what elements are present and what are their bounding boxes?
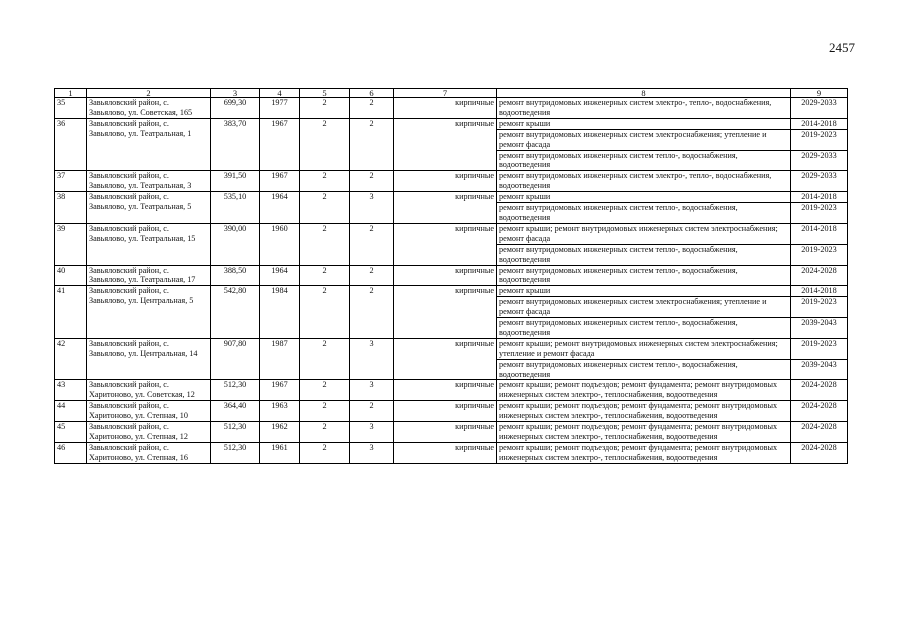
works-cell: ремонт крыши; ремонт подъездов; ремонт фундамента; ремонт внутридомовых инженерных систем электро-, теплоснабжения, водоотведения xyxy=(497,401,791,422)
record-number: 36 xyxy=(55,118,87,171)
year-cell: 1967 xyxy=(260,380,300,401)
column-header: 6 xyxy=(350,89,394,98)
period-cell: 2019-2023 xyxy=(791,338,848,359)
table-row xyxy=(55,380,848,401)
year-cell: 1987 xyxy=(260,338,300,380)
column-header: 1 xyxy=(55,89,87,98)
year-cell: 1984 xyxy=(260,286,300,339)
column-6-cell: 3 xyxy=(350,442,394,463)
address-cell: Завьяловский район, с. Завьялово, ул. Театральная, 1 xyxy=(87,118,211,171)
column-header: 4 xyxy=(260,89,300,98)
works-cell: ремонт внутридомовых инженерных систем тепло-, водоснабжения, водоотведения xyxy=(497,203,791,224)
works-cell: ремонт крыши xyxy=(497,192,791,203)
address-cell: Завьяловский район, с. Харитоново, ул. Степная, 10 xyxy=(87,401,211,422)
works-cell: ремонт внутридомовых инженерных систем тепло-, водоснабжения, водоотведения xyxy=(497,150,791,171)
record-number: 37 xyxy=(55,171,87,192)
year-cell: 1977 xyxy=(260,98,300,119)
works-cell: ремонт крыши xyxy=(497,286,791,297)
works-cell: ремонт внутридомовых инженерных систем тепло-, водоснабжения, водоотведения xyxy=(497,244,791,265)
column-5-cell: 2 xyxy=(300,192,350,224)
area-cell: 512,30 xyxy=(211,422,260,443)
year-cell: 1964 xyxy=(260,265,300,286)
column-6-cell: 2 xyxy=(350,265,394,286)
column-5-cell: 2 xyxy=(300,265,350,286)
period-cell: 2014-2018 xyxy=(791,223,848,244)
table-row xyxy=(55,286,848,297)
material-cell: кирпичные xyxy=(394,401,497,422)
period-cell: 2024-2028 xyxy=(791,442,848,463)
period-cell: 2024-2028 xyxy=(791,401,848,422)
area-cell: 535,10 xyxy=(211,192,260,224)
year-cell: 1962 xyxy=(260,422,300,443)
column-6-cell: 2 xyxy=(350,223,394,265)
works-cell: ремонт внутридомовых инженерных систем тепло-, водоснабжения, водоотведения xyxy=(497,359,791,380)
address-cell: Завьяловский район, с. Завьялово, ул. Театральная, 3 xyxy=(87,171,211,192)
address-cell: Завьяловский район, с. Завьялово, ул. Советская, 165 xyxy=(87,98,211,119)
area-cell: 383,70 xyxy=(211,118,260,171)
address-cell: Завьяловский район, с. Завьялово, ул. Театральная, 5 xyxy=(87,192,211,224)
material-cell: кирпичные xyxy=(394,98,497,119)
area-cell: 542,80 xyxy=(211,286,260,339)
material-cell: кирпичные xyxy=(394,171,497,192)
column-header: 8 xyxy=(497,89,791,98)
table-row xyxy=(55,171,848,192)
address-cell: Завьяловский район, с. Завьялово, ул. Театральная, 17 xyxy=(87,265,211,286)
works-cell: ремонт внутридомовых инженерных систем тепло-, водоснабжения, водоотведения xyxy=(497,318,791,339)
works-cell: ремонт крыши; ремонт подъездов; ремонт фундамента; ремонт внутридомовых инженерных систем электро-, теплоснабжения, водоотведения xyxy=(497,380,791,401)
record-number: 43 xyxy=(55,380,87,401)
material-cell: кирпичные xyxy=(394,422,497,443)
year-cell: 1961 xyxy=(260,442,300,463)
works-cell: ремонт крыши; ремонт внутридомовых инженерных систем электроснабжения; утепление и ремонт фасада xyxy=(497,338,791,359)
table-row xyxy=(55,98,848,119)
period-cell: 2014-2018 xyxy=(791,118,848,129)
period-cell: 2014-2018 xyxy=(791,286,848,297)
period-cell: 2024-2028 xyxy=(791,265,848,286)
table-row xyxy=(55,338,848,359)
works-cell: ремонт крыши; ремонт подъездов; ремонт фундамента; ремонт внутридомовых инженерных систем электро-, теплоснабжения, водоотведения xyxy=(497,422,791,443)
column-5-cell: 2 xyxy=(300,401,350,422)
period-cell: 2039-2043 xyxy=(791,318,848,339)
column-header: 9 xyxy=(791,89,848,98)
works-cell: ремонт крыши; ремонт подъездов; ремонт фундамента; ремонт внутридомовых инженерных систем электро-, теплоснабжения, водоотведения xyxy=(497,442,791,463)
record-number: 44 xyxy=(55,401,87,422)
year-cell: 1963 xyxy=(260,401,300,422)
works-cell: ремонт внутридомовых инженерных систем электро-, тепло-, водоснабжения, водоотведения xyxy=(497,171,791,192)
works-cell: ремонт внутридомовых инженерных систем электроснабжения; утепление и ремонт фасада xyxy=(497,297,791,318)
address-cell: Завьяловский район, с. Завьялово, ул. Центральная, 14 xyxy=(87,338,211,380)
table-row xyxy=(55,118,848,129)
works-cell: ремонт крыши xyxy=(497,118,791,129)
table-body xyxy=(55,89,848,464)
column-6-cell: 3 xyxy=(350,380,394,401)
works-cell: ремонт внутридомовых инженерных систем электро-, тепло-, водоснабжения, водоотведения xyxy=(497,98,791,119)
period-cell: 2019-2023 xyxy=(791,297,848,318)
works-cell: ремонт внутридомовых инженерных систем электроснабжения; утепление и ремонт фасада xyxy=(497,129,791,150)
table-row xyxy=(55,223,848,244)
material-cell: кирпичные xyxy=(394,192,497,224)
column-5-cell: 2 xyxy=(300,118,350,171)
column-6-cell: 3 xyxy=(350,192,394,224)
page-number: 2457 xyxy=(829,40,855,55)
period-cell: 2029-2033 xyxy=(791,150,848,171)
column-5-cell: 2 xyxy=(300,442,350,463)
period-cell: 2024-2028 xyxy=(791,380,848,401)
column-header: 5 xyxy=(300,89,350,98)
year-cell: 1960 xyxy=(260,223,300,265)
table-row xyxy=(55,422,848,443)
column-header: 3 xyxy=(211,89,260,98)
housing-repair-table xyxy=(54,88,848,464)
area-cell: 364,40 xyxy=(211,401,260,422)
table-row xyxy=(55,401,848,422)
works-cell: ремонт крыши; ремонт внутридомовых инженерных систем электроснабжения; ремонт фасада xyxy=(497,223,791,244)
year-cell: 1967 xyxy=(260,171,300,192)
column-6-cell: 3 xyxy=(350,338,394,380)
material-cell: кирпичные xyxy=(394,118,497,171)
column-6-cell: 2 xyxy=(350,286,394,339)
period-cell: 2019-2023 xyxy=(791,129,848,150)
material-cell: кирпичные xyxy=(394,286,497,339)
area-cell: 907,80 xyxy=(211,338,260,380)
address-cell: Завьяловский район, с. Харитоново, ул. Советская, 12 xyxy=(87,380,211,401)
period-cell: 2019-2023 xyxy=(791,203,848,224)
column-6-cell: 3 xyxy=(350,422,394,443)
column-6-cell: 2 xyxy=(350,171,394,192)
address-cell: Завьяловский район, с. Харитоново, ул. Степная, 16 xyxy=(87,442,211,463)
period-cell: 2019-2023 xyxy=(791,244,848,265)
column-5-cell: 2 xyxy=(300,286,350,339)
works-cell: ремонт внутридомовых инженерных систем тепло-, водоснабжения, водоотведения xyxy=(497,265,791,286)
column-5-cell: 2 xyxy=(300,171,350,192)
period-cell: 2024-2028 xyxy=(791,422,848,443)
record-number: 46 xyxy=(55,442,87,463)
column-6-cell: 2 xyxy=(350,98,394,119)
column-5-cell: 2 xyxy=(300,98,350,119)
column-5-cell: 2 xyxy=(300,380,350,401)
column-5-cell: 2 xyxy=(300,223,350,265)
area-cell: 699,30 xyxy=(211,98,260,119)
column-header: 2 xyxy=(87,89,211,98)
address-cell: Завьяловский район, с. Завьялово, ул. Центральная, 5 xyxy=(87,286,211,339)
year-cell: 1964 xyxy=(260,192,300,224)
header-row xyxy=(55,89,848,98)
area-cell: 512,30 xyxy=(211,442,260,463)
period-cell: 2014-2018 xyxy=(791,192,848,203)
column-5-cell: 2 xyxy=(300,338,350,380)
material-cell: кирпичные xyxy=(394,442,497,463)
record-number: 41 xyxy=(55,286,87,339)
table-row xyxy=(55,442,848,463)
record-number: 40 xyxy=(55,265,87,286)
table-row xyxy=(55,265,848,286)
material-cell: кирпичные xyxy=(394,380,497,401)
area-cell: 390,00 xyxy=(211,223,260,265)
address-cell: Завьяловский район, с. Харитоново, ул. Степная, 12 xyxy=(87,422,211,443)
column-6-cell: 2 xyxy=(350,118,394,171)
record-number: 38 xyxy=(55,192,87,224)
column-6-cell: 2 xyxy=(350,401,394,422)
area-cell: 391,50 xyxy=(211,171,260,192)
material-cell: кирпичные xyxy=(394,223,497,265)
column-header: 7 xyxy=(394,89,497,98)
period-cell: 2029-2033 xyxy=(791,98,848,119)
record-number: 39 xyxy=(55,223,87,265)
period-cell: 2039-2043 xyxy=(791,359,848,380)
area-cell: 512,30 xyxy=(211,380,260,401)
record-number: 42 xyxy=(55,338,87,380)
address-cell: Завьяловский район, с. Завьялово, ул. Театральная, 15 xyxy=(87,223,211,265)
material-cell: кирпичные xyxy=(394,338,497,380)
period-cell: 2029-2033 xyxy=(791,171,848,192)
area-cell: 388,50 xyxy=(211,265,260,286)
table-row xyxy=(55,192,848,203)
record-number: 45 xyxy=(55,422,87,443)
material-cell: кирпичные xyxy=(394,265,497,286)
record-number: 35 xyxy=(55,98,87,119)
year-cell: 1967 xyxy=(260,118,300,171)
column-5-cell: 2 xyxy=(300,422,350,443)
